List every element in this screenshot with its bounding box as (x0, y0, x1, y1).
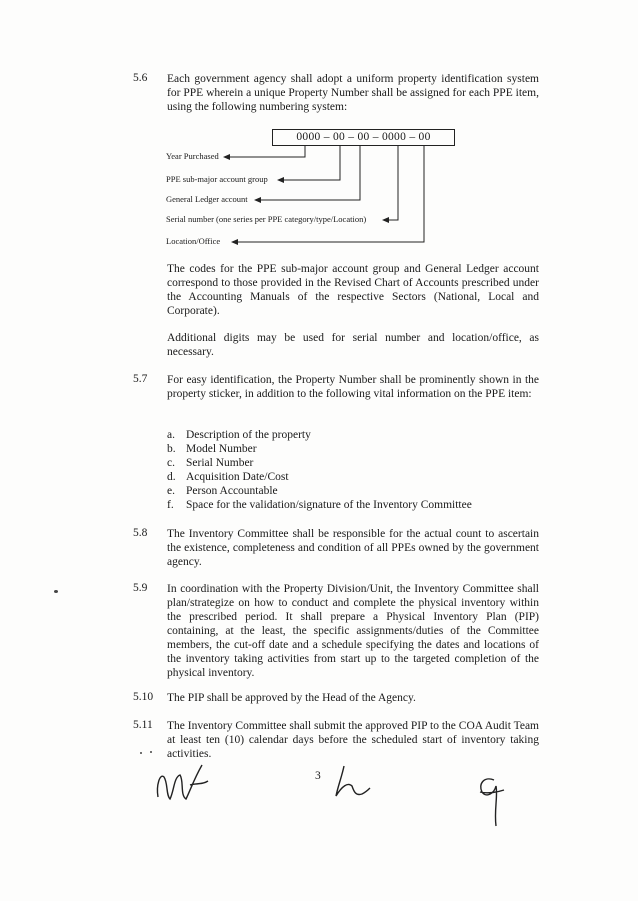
list-item: a. Description of the property (167, 429, 311, 441)
list-item: f. Space for the validation/signature of the Inventory Committee (167, 499, 472, 511)
list-item: e. Person Accountable (167, 485, 278, 497)
section-number-5-11: 5.11 (133, 719, 153, 731)
scan-speck (140, 752, 142, 754)
scan-speck (54, 590, 58, 593)
label-sub-major-account-group: PPE sub-major account group (166, 174, 268, 184)
label-location-office: Location/Office (166, 236, 221, 246)
connector-serial (388, 145, 398, 220)
section-5-9-text: In coordination with the Property Division/Unit, the Inventory Committee shall plan/strategize on how to conduct and complete the physical inventory within the prescribed period. It shall prepare a Physical Inventory Plan (PIP) containing, at the least, the specific assignments/duties of the Committee members, the cut-off date and a schedule specifying the dates and locations of the inventory taking activities from start up to the targeted completion of the physical inventory. (167, 583, 539, 679)
connector-gl (260, 145, 360, 200)
label-serial-number: Serial number (one series per PPE category/type/Location) (166, 214, 367, 224)
section-5-8-text: The Inventory Committee shall be responsible for the actual count to ascertain the existence, completeness and condition of all PPEs owned by the government agency. (167, 528, 539, 568)
section-5-6-paragraph-2: The codes for the PPE sub-major account group and General Ledger account correspond to those provided in the Revised Chart of Accounts prescribed under the Accounting Manuals of the respective Sectors (National, Local and Corporate). (167, 263, 539, 317)
section-number-5-6: 5.6 (133, 72, 148, 84)
section-5-10-text: The PIP shall be approved by the Head of the Agency. (167, 692, 416, 704)
list-item: b. Model Number (167, 443, 257, 455)
property-number-format: 0000 – 00 – 00 – 0000 – 00 (272, 129, 455, 146)
section-5-6-paragraph-3: Additional digits may be used for serial number and location/office, as necessary. (167, 332, 539, 358)
section-5-6-text: Each government agency shall adopt a uniform property identification system for PPE wherein a unique Property Number shall be assigned for each PPE item, using the following numbering system: (167, 73, 539, 113)
label-general-ledger-account: General Ledger account (166, 194, 248, 204)
initials-signature-middle (330, 762, 380, 802)
scan-speck (150, 751, 152, 753)
label-year-purchased: Year Purchased (166, 151, 219, 161)
page-number: 3 (315, 770, 321, 782)
sticker-info-list (167, 428, 472, 512)
list-item: d. Acquisition Date/Cost (167, 471, 289, 483)
section-number-5-9: 5.9 (133, 582, 148, 594)
connector-submajor (283, 145, 340, 180)
list-item: c. Serial Number (167, 457, 254, 469)
section-number-5-10: 5.10 (133, 691, 154, 703)
section-5-7-text: For easy identification, the Property Number shall be prominently shown in the property sticker, in addition to the following vital information on the PPE item: (167, 374, 539, 400)
connector-location (237, 145, 424, 242)
section-number-5-8: 5.8 (133, 527, 148, 539)
initials-signature-right (470, 770, 510, 830)
initials-signature-left (150, 755, 220, 810)
section-5-11-text: The Inventory Committee shall submit the approved PIP to the COA Audit Team at least ten (10) calendar days before the scheduled start of inventory taking activities. (167, 720, 539, 760)
section-number-5-7: 5.7 (133, 373, 148, 385)
connector-year (229, 145, 305, 157)
